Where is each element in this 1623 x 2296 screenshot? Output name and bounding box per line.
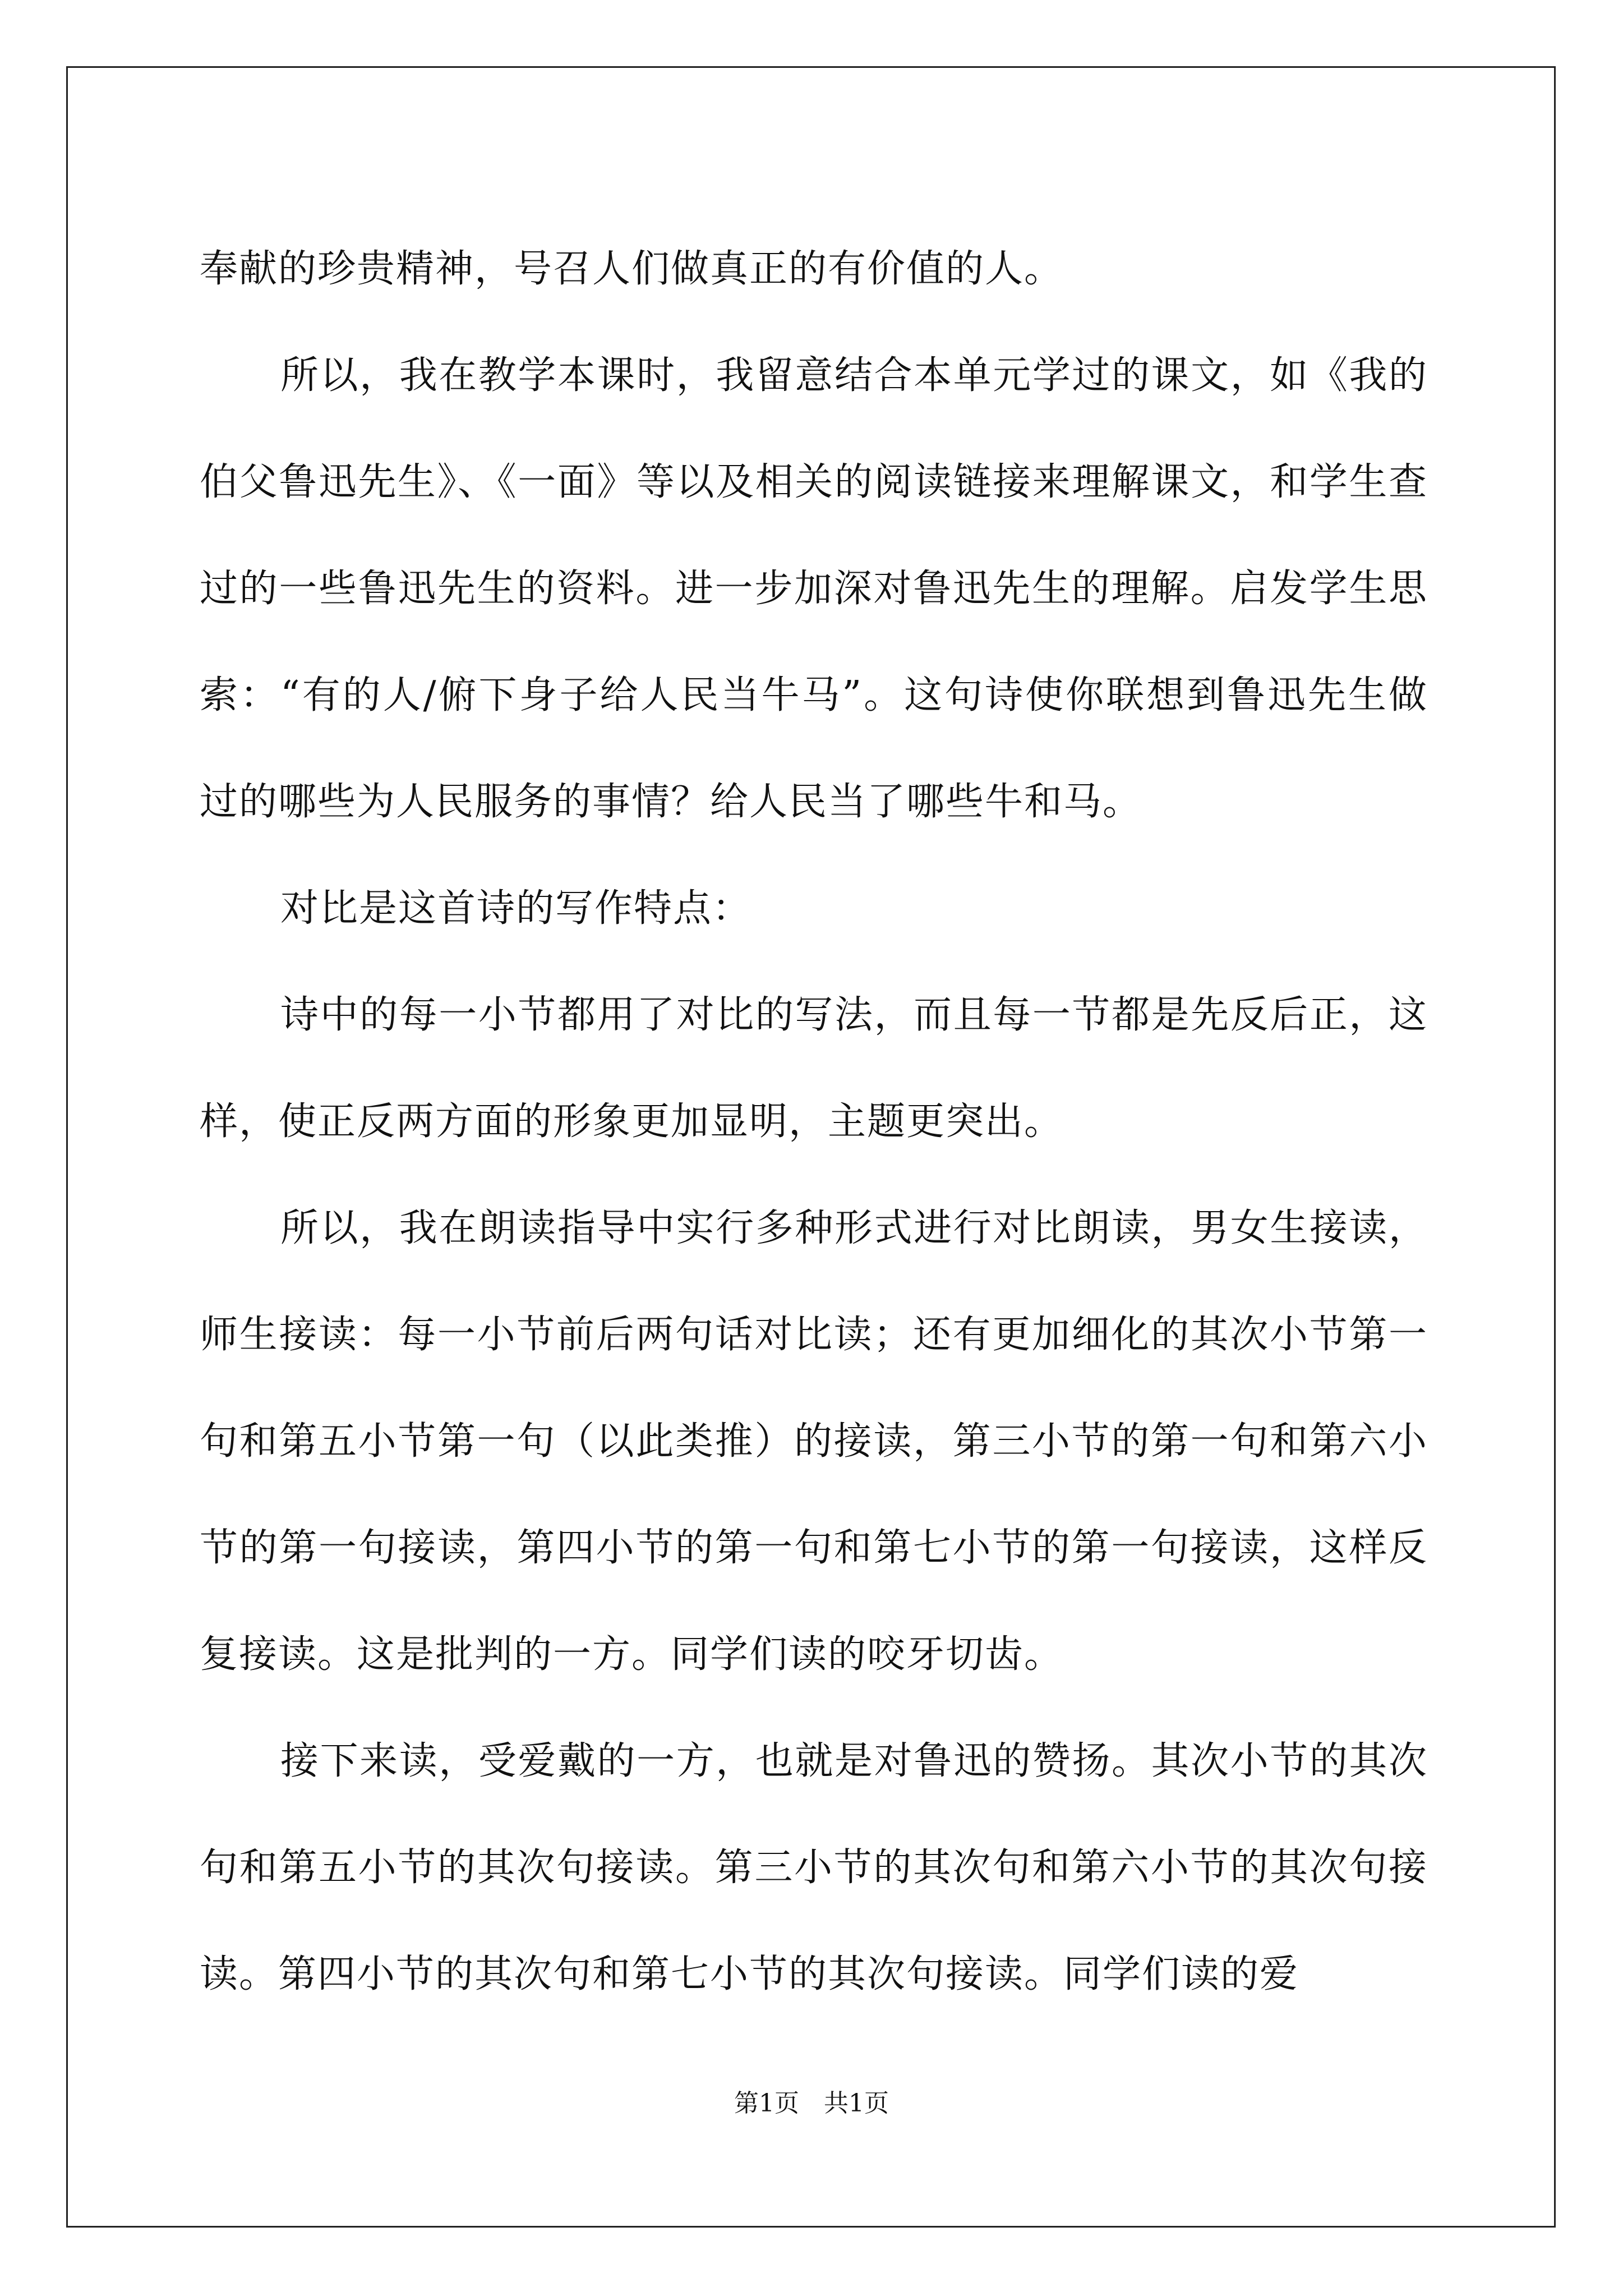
paragraph-2: 所以，我在教学本课时，我留意结合本单元学过的课文，如《我的伯父鲁迅先生》、《一面》等以及相关的阅读链接来理解课文，和学生查过的一些鲁迅先生的资料。进一步加深对鲁迅先生的理解。启发学生思索：“有的人/俯下身子给人民当牛马”。这句诗使你联想到鲁迅先生做过的哪些为人民服务的事情？给人民当了哪些牛和马。 — [200, 353, 1428, 824]
paragraph-4: 诗中的每一小节都用了对比的写法，而且每一节都是先反后正，这样，使正反两方面的形象更加显明，主题更突出。 — [200, 993, 1428, 1144]
paragraph-5: 所以，我在朗读指导中实行多种形式进行对比朗读，男女生接读，师生接读：每一小节前后两句话对比读；还有更加细化的其次小节第一句和第五小节第一句（以此类推）的接读，第三小节的第一句和第六小节的第一句接读，第四小节的第一句和第七小节的第一句接读，这样反复接读。这是批判的一方。同学们读的咬牙切齿。 — [200, 1206, 1428, 1677]
document-body — [200, 216, 1428, 2028]
paragraph-6: 接下来读，受爱戴的一方，也就是对鲁迅的赞扬。其次小节的其次句和第五小节的其次句接读。第三小节的其次句和第六小节的其次句接读。第四小节的其次句和第七小节的其次句接读。同学们读的爱 — [200, 1739, 1428, 1996]
paragraph-1: 奉献的珍贵精神，号召人们做真正的有价值的人。 — [200, 247, 1064, 291]
page-footer: 第1页 共1页 — [734, 2089, 889, 2118]
paragraph-3: 对比是这首诗的写作特点： — [280, 886, 752, 931]
